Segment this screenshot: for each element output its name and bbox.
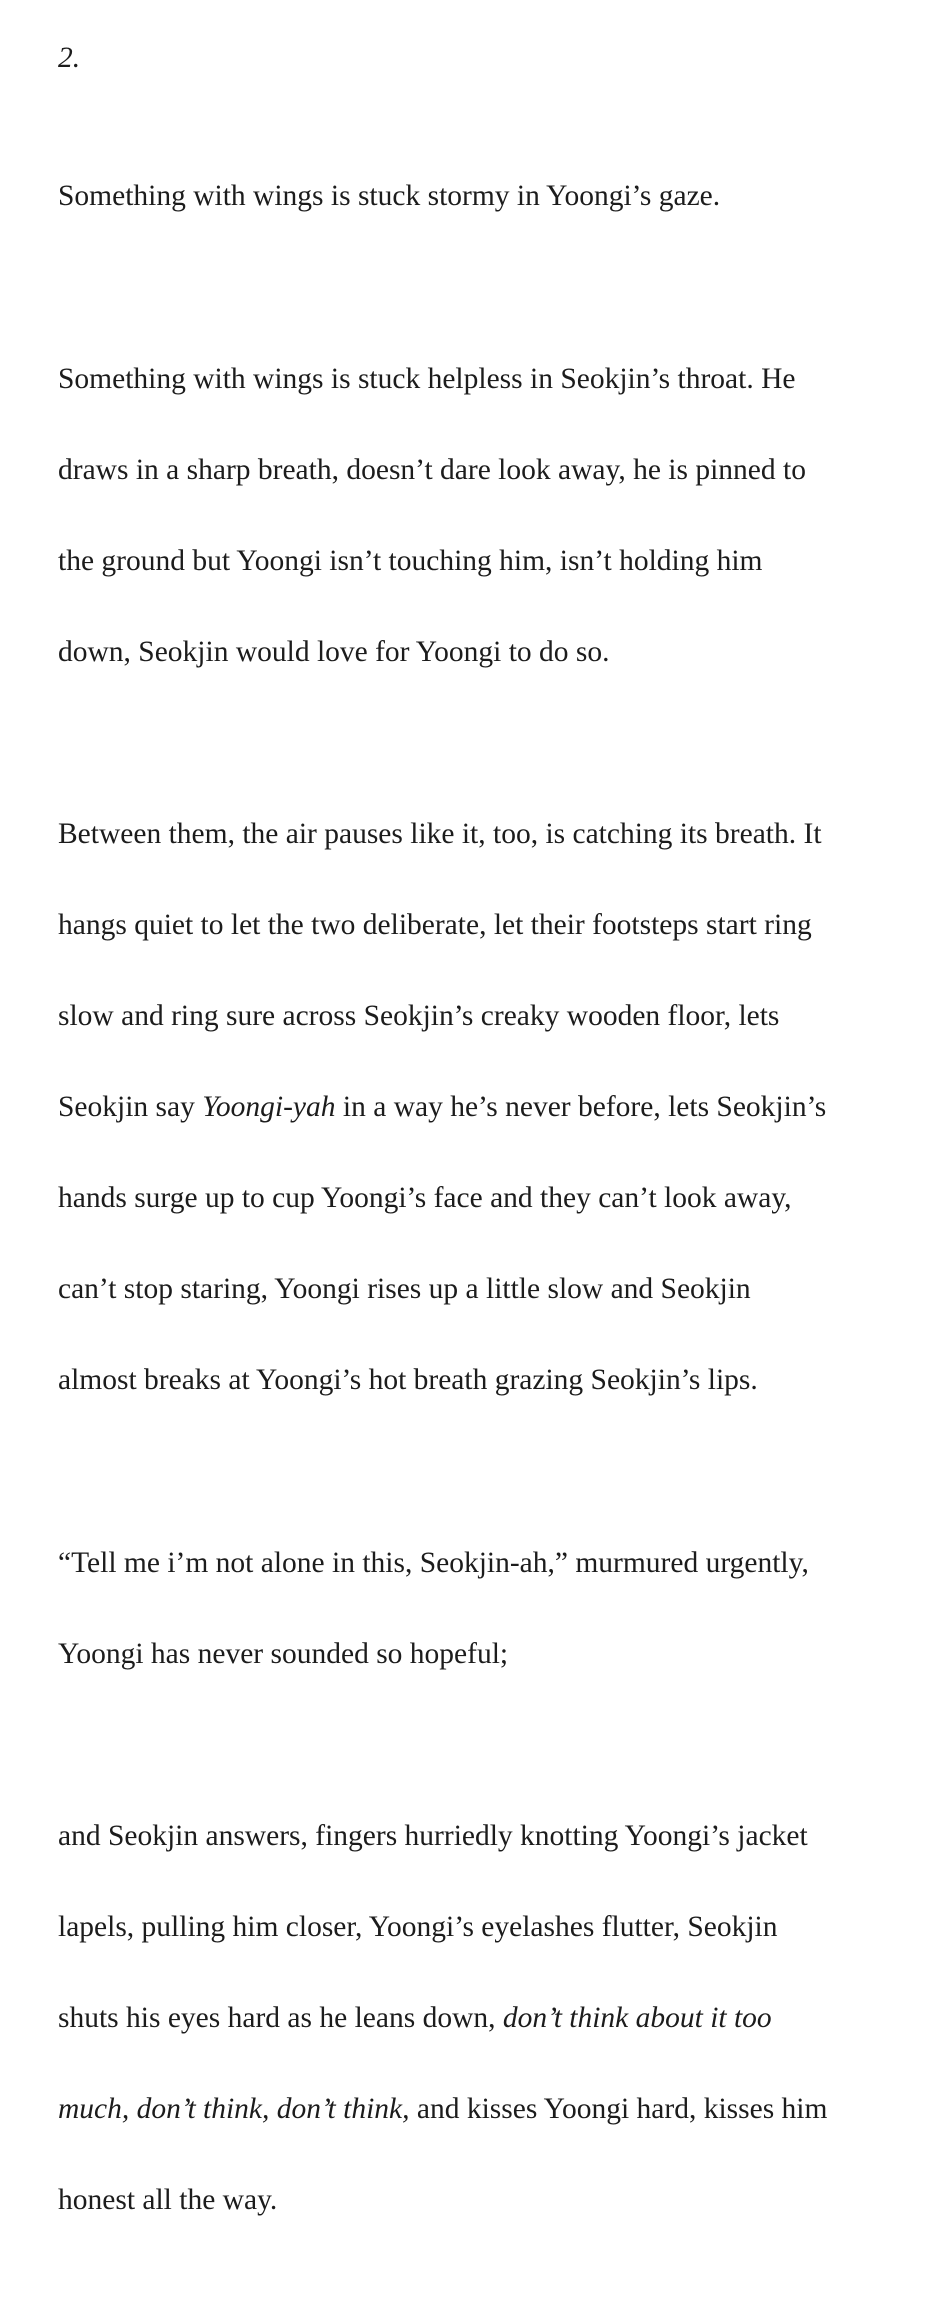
paragraph-line: draws in a sharp breath, doesn’t dare look away, he is pinned to [58, 453, 806, 486]
paragraph-5 [58, 1769, 878, 2270]
paragraph-line: lapels, pulling him closer, Yoongi’s eyelashes flutter, Seokjin [58, 1911, 778, 1943]
text-run: Seokjin say [58, 1091, 203, 1123]
paragraph-line: “Tell me i’m not alone in this, Seokjin-ah,” murmured urgently, [58, 1546, 809, 1579]
paragraph-line: and Seokjin answers, fingers hurriedly knotting Yoongi’s jacket [58, 1820, 808, 1852]
story-page [58, 36, 878, 2315]
text-run: in a way he’s never before, lets Seokjin’s [335, 1091, 827, 1123]
paragraph-line [58, 1996, 878, 2042]
paragraph-line: can’t stop staring, Yoongi rises up a little slow and Seokjin [58, 1273, 751, 1305]
paragraph-line: the ground but Yoongi isn’t touching him, isn’t holding him [58, 544, 763, 577]
paragraph-2 [58, 311, 878, 721]
paragraph-line: down, Seokjin would love for Yoongi to do so. [58, 635, 610, 668]
paragraph-line: Something with wings is stuck helpless in Seokjin’s throat. He [58, 362, 796, 395]
paragraph-line: Yoongi has never sounded so hopeful; [58, 1637, 509, 1670]
paragraph-line: Between them, the air pauses like it, too, is catching its breath. It [58, 818, 822, 850]
paragraph-line: hands surge up to cup Yoongi’s face and they can’t look away, [58, 1182, 792, 1214]
paragraph-4 [58, 1495, 878, 1723]
paragraph-3 [58, 767, 878, 1450]
paragraph-line [58, 1085, 878, 1131]
section-number: 2. [58, 42, 81, 74]
text-run: shuts his eyes hard as he leans down, [58, 2002, 503, 2034]
paragraph-line: Something with wings is stuck stormy in Yoongi’s gaze. [58, 180, 721, 212]
paragraph-line: slow and ring sure across Seokjin’s creaky wooden floor, lets [58, 1000, 780, 1032]
text-run: and kisses Yoongi hard, kisses him [409, 2093, 828, 2125]
italic-text: don’t think about it too [502, 2002, 772, 2034]
paragraph-line: almost breaks at Yoongi’s hot breath grazing Seokjin’s lips. [58, 1364, 758, 1396]
paragraph-line [58, 2087, 878, 2133]
italic-text: much, don’t think, don’t think, [58, 2093, 410, 2125]
paragraph-1 [58, 129, 878, 266]
italic-text: Yoongi-yah [202, 1091, 336, 1123]
paragraph-line: hangs quiet to let the two deliberate, let their footsteps start ring [58, 909, 812, 941]
paragraph-line: honest all the way. [58, 2184, 278, 2216]
